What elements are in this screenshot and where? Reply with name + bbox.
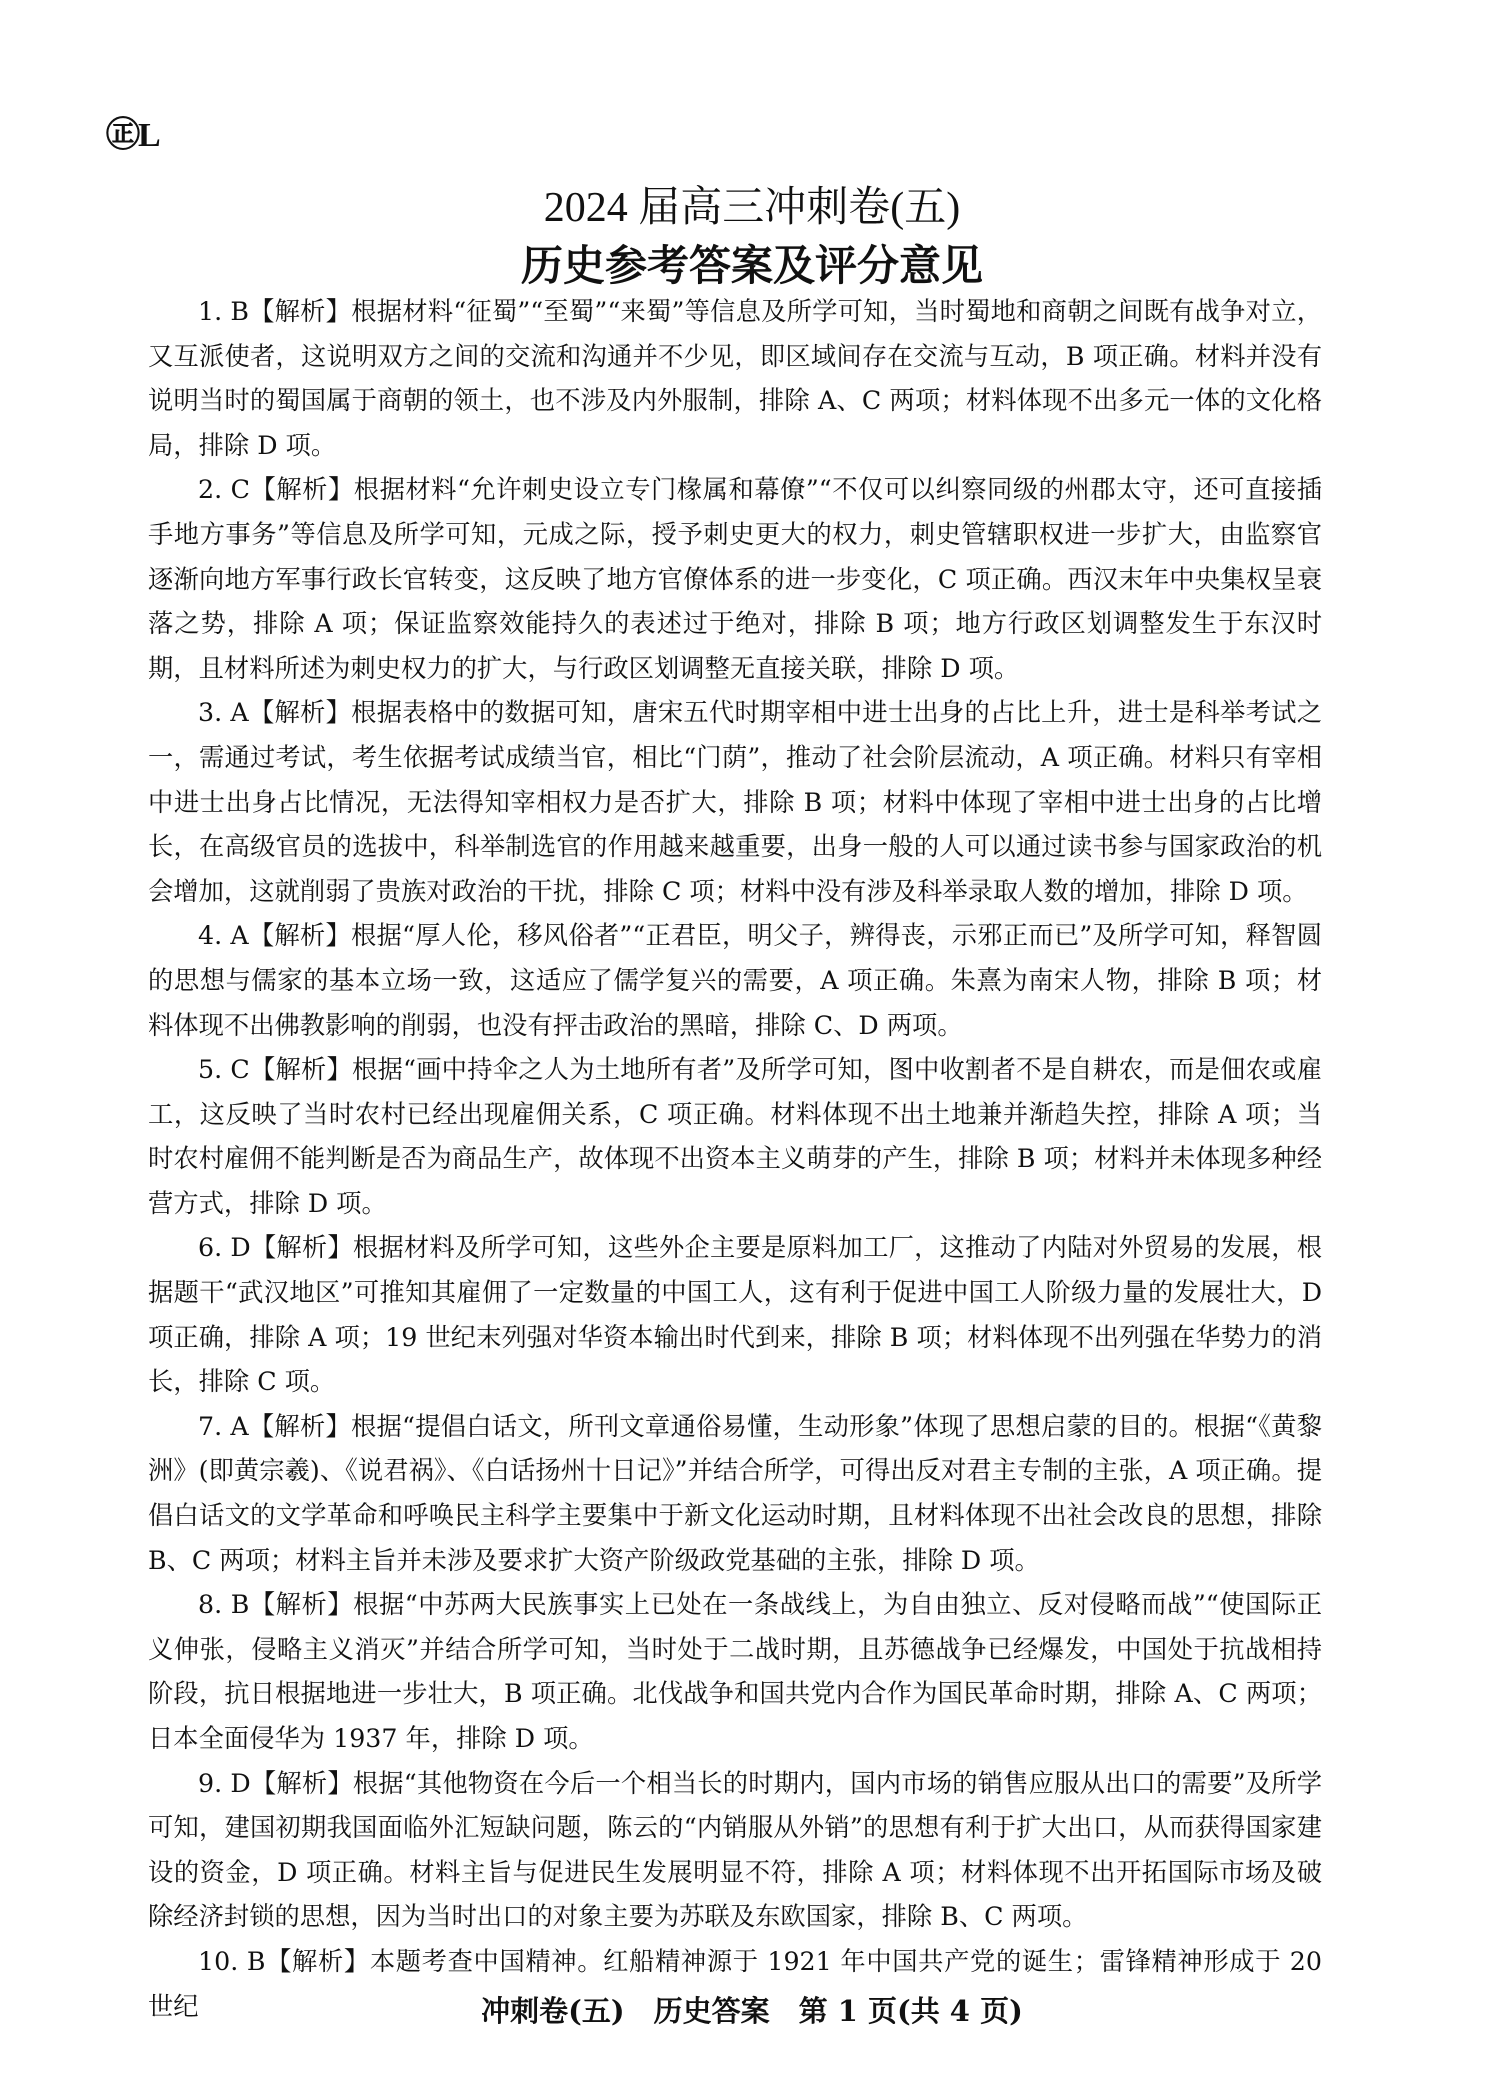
answer-item-2: 2. C【解析】根据材料“允许刺史设立专门椽属和幕僚”“不仅可以纠察同级的州郡太守，还可直接插手地方事务”等信息及所学可知，元成之际，授予刺史更大的权力，刺史管辖职权进一步扩大，由监察官逐渐向地方军事行政长官转变，这反映了地方官僚体系的进一步变化，C 项正确。西汉末年中央集权呈衰落之势，排除 A 项；保证监察效能持久的表述过于绝对，排除 B 项；地方行政区划调整发生于东汉时期，且材料所述为刺史权力的扩大，与行政区划调整无直接关联，排除 D 项。 — [148, 475, 1322, 683]
answer-item-10: 10. B【解析】本题考查中国精神。红船精神源于 1921 年中国共产党的诞生；雷锋精神形成于 20 世纪 — [148, 1946, 1322, 2021]
page-footer: 冲刺卷(五) 历史答案 第 1 页(共 4 页) — [481, 1994, 1023, 2028]
answer-item-3: 3. A【解析】根据表格中的数据可知，唐宋五代时期宰相中进士出身的占比上升，进士是科举考试之一，需通过考试，考生依据考试成绩当官，相比“门荫”，推动了社会阶层流动，A 项正确。材料只有宰相中进士出身占比情况，无法得知宰相权力是否扩大，排除 B 项；材料中体现了宰相中进士出身的占比增长，在高级官员的选拔中，科举制选官的作用越来越重要，出身一般的人可以通过读书参与国家政治的机会增加，这就削弱了贵族对政治的干扰，排除 C 项；材料中没有涉及科举录取人数的增加，排除 D 项。 — [148, 698, 1322, 906]
answer-item-6: 6. D【解析】根据材料及所学可知，这些外企主要是原料加工厂，这推动了内陆对外贸易的发展，根据题干“武汉地区”可推知其雇佣了一定数量的中国工人，这有利于促进中国工人阶级力量的发展壮大，D 项正确，排除 A 项；19 世纪末列强对华资本输出时代到来，排除 B 项；材料体现不出列强在华势力的消长，排除 C 项。 — [148, 1233, 1322, 1397]
answer-item-9: 9. D【解析】根据“其他物资在今后一个相当长的时期内，国内市场的销售应服从出口的需要”及所学可知，建国初期我国面临外汇短缺问题，陈云的“内销服从外销”的思想有利于扩大出口，从而获得国家建设的资金，D 项正确。材料主旨与促进民生发展明显不符，排除 A 项；材料体现不出开拓国际市场及破除经济封锁的思想，因为当时出口的对象主要为苏联及东欧国家，排除 B、C 两项。 — [148, 1768, 1322, 1932]
answer-item-7: 7. A【解析】根据“提倡白话文，所刊文章通俗易懂，生动形象”体现了思想启蒙的目的。根据“《黄黎洲》(即黄宗羲)、《说君祸》、《白话扬州十日记》”并结合所学，可得出反对君主专制的主张，A 项正确。提倡白话文的文学革命和呼唤民主科学主要集中于新文化运动时期，且材料体现不出社会改良的思想，排除 B、C 两项；材料主旨并未涉及要求扩大资产阶级政党基础的主张，排除 D 项。 — [148, 1411, 1322, 1575]
answer-item-1: 1. B【解析】根据材料“征蜀”“至蜀”“来蜀”等信息及所学可知，当时蜀地和商朝之间既有战争对立，又互派使者，这说明双方之间的交流和沟通并不少见，即区域间存在交流与互动，B 项正确。材料并没有说明当时的蜀国属于商朝的领土，也不涉及内外服制，排除 A、C 两项；材料体现不出多元一体的文化格局，排除 D 项。 — [148, 297, 1322, 460]
answer-subtitle: 历史参考答案及评分意见 — [520, 241, 983, 290]
answer-item-8: 8. B【解析】根据“中苏两大民族事实上已处在一条战线上，为自由独立、反对侵略而战”“使国际正义伸张，侵略主义消灭”并结合所学可知，当时处于二战时期，且苏德战争已经爆发，中国处于抗战相持阶段，抗日根据地进一步壮大，B 项正确。北伐战争和国共党内合作为国民革命时期，排除 A、C 两项；日本全面侵华为 1937 年，排除 D 项。 — [148, 1590, 1322, 1753]
answer-item-4: 4. A【解析】根据“厚人伦，移风俗者”“正君臣，明父子，辨得丧，示邪正而已”及所学可知，释智圆的思想与儒家的基本立场一致，这适应了儒学复兴的需要，A 项正确。朱熹为南宋人物，排除 B 项；材料体现不出佛教影响的削弱，也没有抨击政治的黑暗，排除 C、D 两项。 — [148, 921, 1322, 1040]
answer-list — [148, 290, 1322, 2029]
publisher-logo: ㊣L — [106, 117, 159, 154]
answer-item-5: 5. C【解析】根据“画中持伞之人为土地所有者”及所学可知，图中收割者不是自耕农，而是佃农或雇工，这反映了当时农村已经出现雇佣关系，C 项正确。材料体现不出土地兼并渐趋失控，排除 A 项；当时农村雇佣不能判断是否为商品生产，故体现不出资本主义萌芽的产生，排除 B 项；材料并未体现多种经营方式，排除 D 项。 — [148, 1055, 1322, 1218]
exam-title: 2024 届高三冲刺卷(五) — [543, 185, 961, 231]
